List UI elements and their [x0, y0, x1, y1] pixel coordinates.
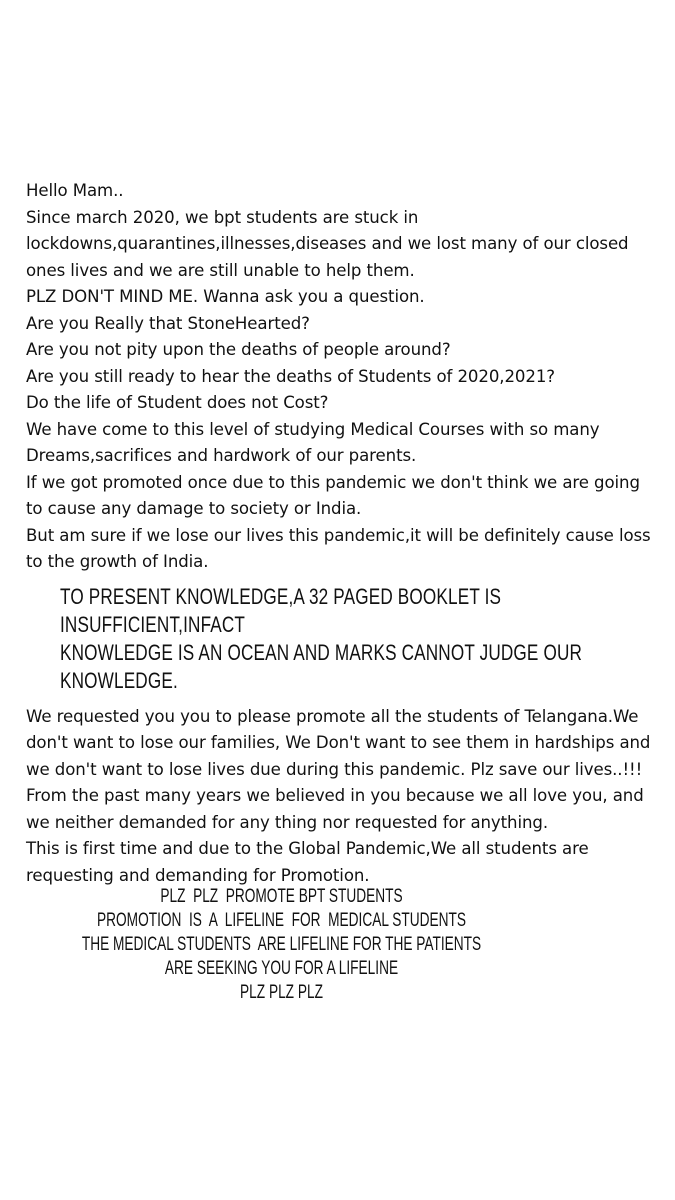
letter-line: Do the life of Student does not Cost?: [26, 393, 329, 412]
letter-line: If we got promoted once due to this pandemic we don't think we are going to cause any damage to society or India.: [26, 472, 640, 518]
knowledge-headline: [60, 583, 598, 695]
slogan-block: [0, 885, 563, 1005]
slogan-line: THE MEDICAL STUDENTS ARE LIFELINE FOR THE PATIENTS: [81, 934, 482, 955]
letter-line: PLZ DON'T MIND ME. Wanna ask you a question.: [26, 287, 425, 306]
greeting-line: Hello Mam..: [26, 181, 124, 200]
letter-line: This is first time and due to the Global Pandemic,We all students are requesting and demanding for Promotion.: [26, 839, 589, 885]
letter-body: [26, 178, 656, 889]
slogan-line: PROMOTION IS A LIFELINE FOR MEDICAL STUDENTS: [97, 910, 466, 931]
headline-line: TO PRESENT KNOWLEDGE,A 32 PAGED BOOKLET IS INSUFFICIENT,INFACT: [60, 583, 502, 637]
slogan-line: PLZ PLZ PLZ: [240, 982, 323, 1003]
letter-line: Are you still ready to hear the deaths of Students of 2020,2021?: [26, 366, 555, 386]
headline-line: KNOWLEDGE IS AN OCEAN AND MARKS CANNOT JUDGE OUR KNOWLEDGE.: [60, 639, 583, 693]
letter-line: But am sure if we lose our lives this pandemic,it will be definitely cause loss to the growth of India.: [26, 525, 651, 571]
letter-line: We requested you you to please promote all the students of Telangana.We don't want to lose our families, We Don't want to see them in hardships and we don't want to lose lives due during this pandemic. Plz save our lives..!!!: [26, 706, 651, 779]
letter-line: Are you not pity upon the deaths of people around?: [26, 340, 451, 359]
letter-line: Since march 2020, we bpt students are stuck in lockdowns,quarantines,illnesses,diseases and we lost many of our closed ones lives and we are still unable to help them.: [26, 207, 629, 280]
closing-paragraphs: [26, 704, 656, 890]
intro-paragraphs: [26, 178, 656, 576]
letter-line: We have come to this level of studying Medical Courses with so many Dreams,sacrifices and hardwork of our parents.: [26, 419, 600, 465]
letter-line: Are you Really that StoneHearted?: [26, 313, 310, 333]
slogan-line: ARE SEEKING YOU FOR A LIFELINE: [164, 958, 399, 979]
slogan-line: PLZ PLZ PROMOTE BPT STUDENTS: [160, 886, 403, 907]
letter-line: From the past many years we believed in you because we all love you, and we neither demanded for any thing nor requested for anything.: [26, 786, 644, 832]
